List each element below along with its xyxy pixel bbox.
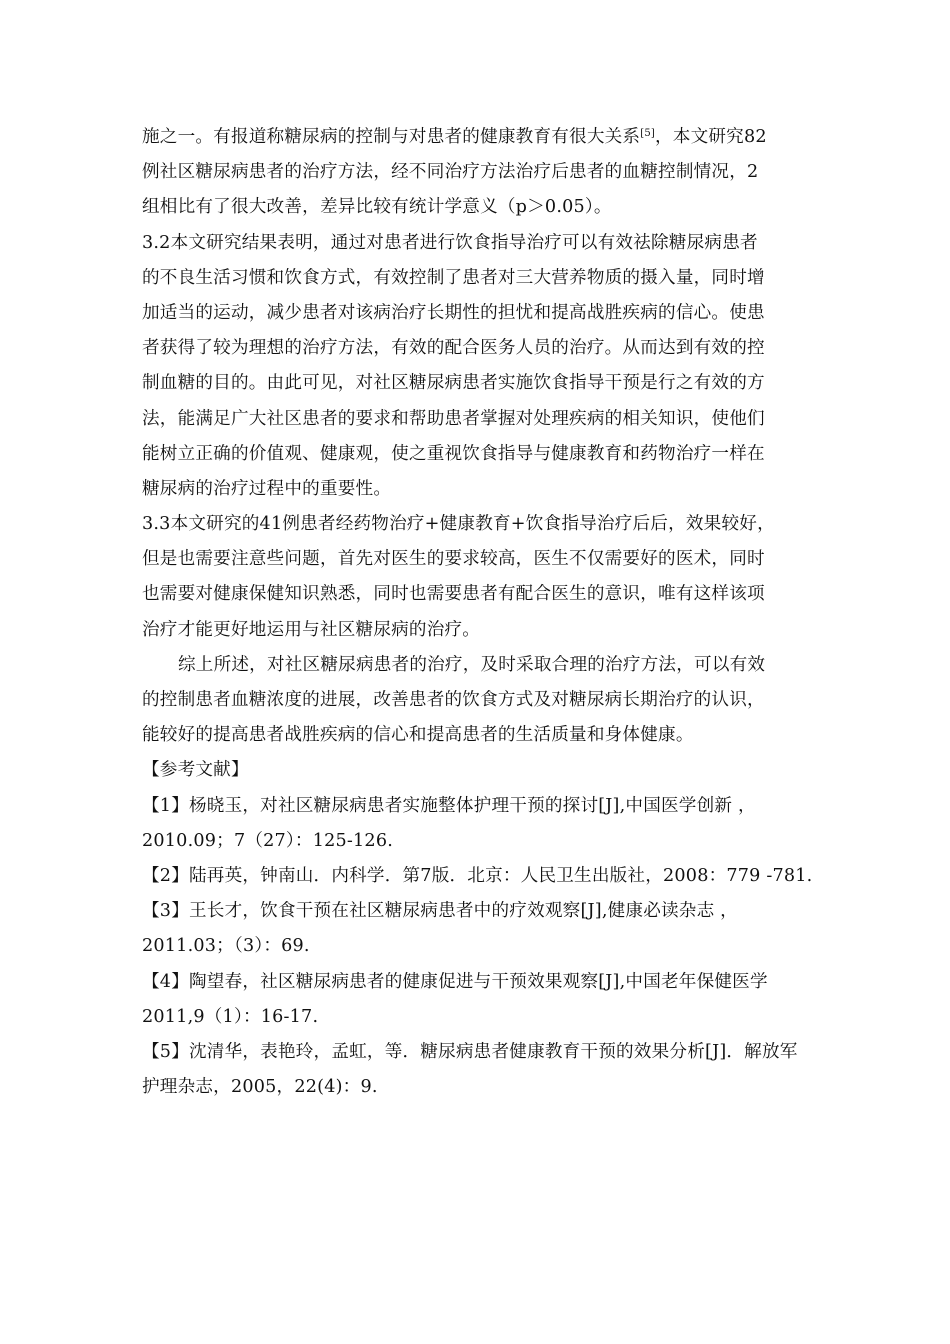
citation-marker: [5] [640, 128, 655, 139]
reference-item: 护理杂志，2005，22(4)：9. [142, 1077, 378, 1098]
reference-item: 2011,9（1）：16-17. [142, 1006, 319, 1027]
text-segment: ，本文研究82 [655, 127, 767, 147]
reference-item: 【2】陆再英，钟南山．内科学．第7版．北京：人民卫生出版社，2008：779 -781. [142, 865, 813, 886]
document-body [142, 120, 822, 1105]
paragraph-line: 但是也需要注意些问题，首先对医生的要求较高，医生不仅需要好的医术，同时 [142, 549, 765, 570]
paragraph-line: 也需要对健康保健知识熟悉，同时也需要患者有配合医生的意识，唯有这样该项 [142, 584, 765, 605]
paragraph-line: 糖尿病的治疗过程中的重要性。 [142, 478, 392, 499]
paragraph-line: 法，能满足广大社区患者的要求和帮助患者掌握对处理疾病的相关知识，使他们 [142, 408, 765, 429]
paragraph-line: 的不良生活习惯和饮食方式，有效控制了患者对三大营养物质的摄入量，同时增 [142, 267, 765, 288]
paragraph-line: 组相比有了很大改善，差异比较有统计学意义（p＞0.05）。 [142, 197, 612, 218]
reference-item: 【4】陶望春，社区糖尿病患者的健康促进与干预效果观察[J],中国老年保健医学 [142, 971, 768, 992]
reference-item: 【5】沈清华，表艳玲，孟虹，等．糖尿病患者健康教育干预的效果分析[J]．解放军 [142, 1041, 798, 1062]
paragraph-line: 治疗才能更好地运用与社区糖尿病的治疗。 [142, 619, 481, 640]
reference-item: 【1】杨晓玉，对社区糖尿病患者实施整体护理干预的探讨[J],中国医学创新 ， [142, 795, 756, 816]
paragraph-line: 例社区糖尿病患者的治疗方法，经不同治疗方法治疗后患者的血糖控制情况，2 [142, 162, 759, 183]
text-segment: 施之一。有报道称糖尿病的控制与对患者的健康教育有很大关系 [142, 127, 641, 147]
paragraph-line: 者获得了较为理想的治疗方法，有效的配合医务人员的治疗。从而达到有效的控 [142, 338, 765, 359]
paragraph-line: 综上所述，对社区糖尿病患者的治疗，及时采取合理的治疗方法，可以有效 [178, 654, 766, 675]
paragraph-line: 3.3本文研究的41例患者经药物治疗+健康教育+饮食指导治疗后后，效果较好， [142, 514, 775, 535]
paragraph-line [142, 120, 822, 155]
paragraph-line: 的控制患者血糖浓度的进展，改善患者的饮食方式及对糖尿病长期治疗的认识， [142, 690, 765, 710]
reference-item: 2010.09；7（27）：125-126. [142, 830, 394, 851]
paragraph-line: 能树立正确的价值观、健康观，使之重视饮食指导与健康教育和药物治疗一样在 [142, 443, 765, 464]
reference-item: 【3】王长才，饮食干预在社区糖尿病患者中的疗效观察[J],健康必读杂志 ， [142, 901, 738, 922]
paragraph-line: 3.2本文研究结果表明，通过对患者进行饮食指导治疗可以有效祛除糖尿病患者 [142, 232, 758, 253]
references-heading: 【参考文献】 [142, 760, 249, 781]
paragraph-line: 能较好的提高患者战胜疾病的信心和提高患者的生活质量和身体健康。 [142, 725, 694, 746]
paragraph-line: 制血糖的目的。由此可见，对社区糖尿病患者实施饮食指导干预是行之有效的方 [142, 373, 765, 394]
reference-item: 2011.03；（3）：69. [142, 936, 310, 957]
paragraph-line: 加适当的运动，减少患者对该病治疗长期性的担忧和提高战胜疾病的信心。使患 [142, 302, 765, 323]
